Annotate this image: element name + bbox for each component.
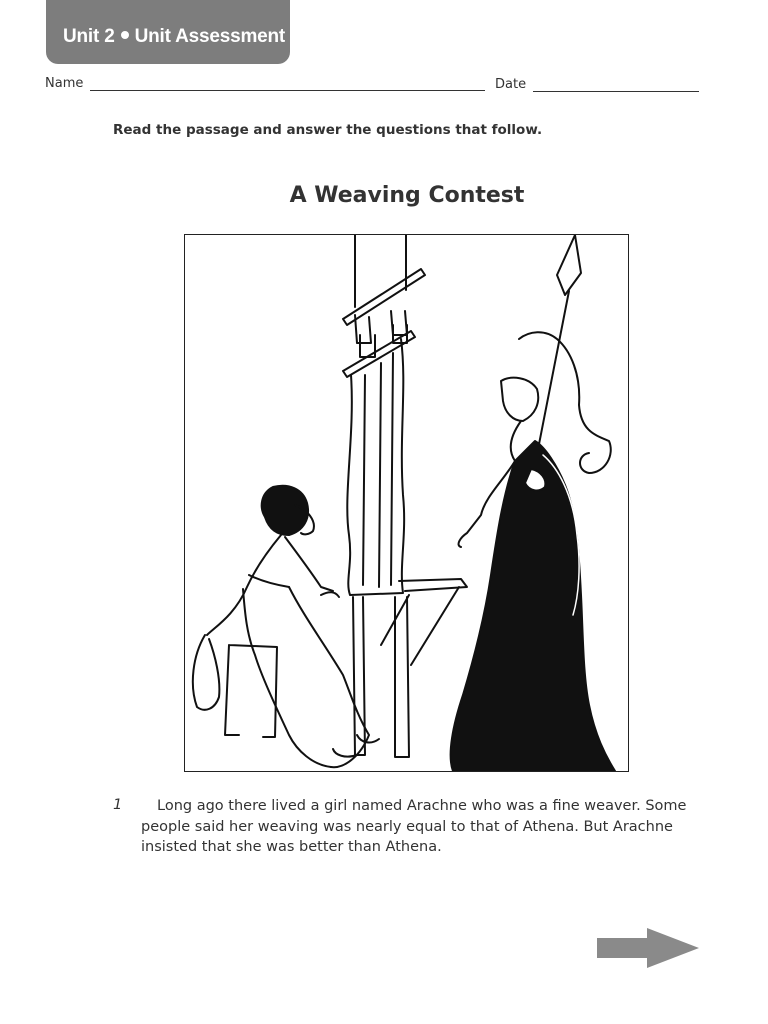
arrow-right-icon [595, 926, 701, 972]
paragraph-text [141, 796, 701, 858]
passage-title: A Weaving Contest [289, 183, 525, 208]
name-line[interactable] [90, 90, 485, 91]
name-label: Name [45, 76, 84, 91]
unit-header-tab [46, 0, 290, 64]
unit-label: Unit 2 [63, 26, 115, 47]
bullet-icon [121, 31, 129, 39]
unit-header-text [63, 26, 285, 48]
next-page-button[interactable] [595, 926, 701, 976]
paragraph-number: 1 [113, 797, 123, 813]
assessment-label: Unit Assessment [134, 26, 286, 47]
date-line[interactable] [533, 91, 699, 92]
paragraph-body: Long ago there lived a girl named Arachne who was a fine weaver. Some people said her weaving was nearly equal to that of Athena. But Arachne insisted that she was better than Athena. [141, 798, 687, 855]
passage-illustration [184, 234, 629, 772]
date-label: Date [495, 77, 527, 92]
instructions: Read the passage and answer the questions that follow. [113, 122, 543, 138]
weaving-scene-illustration [185, 235, 628, 771]
